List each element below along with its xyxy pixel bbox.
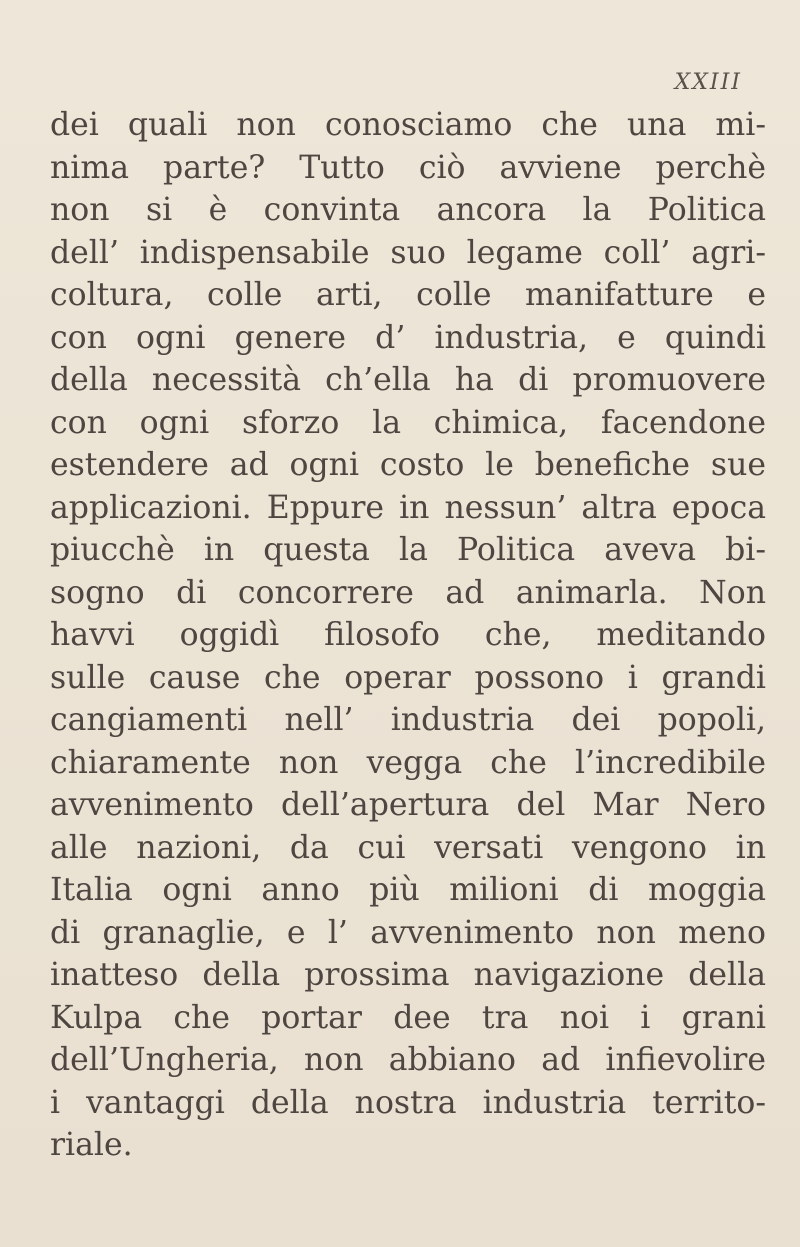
text-line: sulle cause che operar possono i grandi [50,659,766,696]
text-line: Italia ogni anno più milioni di moggia [50,872,766,908]
body-text [50,104,766,1167]
text-line: sogno di concorrere ad animarla. Non [50,574,766,611]
text-line: alle nazioni, da cui versati vengono in [50,829,766,866]
text-line: coltura, colle arti, colle manifatture e [50,277,766,313]
text-line: non si è convinta ancora la Politica [50,192,766,228]
text-line: piucchè in questa la Politica aveva bi- [50,532,766,568]
text-line: applicazioni. Eppure in nessun’ altra epoca [50,489,766,526]
text-line: con ogni genere d’ industria, e quindi [50,319,766,356]
text-line: della necessità ch’ella ha di promuovere [50,362,766,398]
text-line: i vantaggi della nostra industria territo- [50,1084,766,1121]
text-line: avvenimento dell’apertura del Mar Nero [50,787,766,823]
page-number: XXIII [674,70,742,95]
text-line: Kulpa che portar dee tra noi i grani [50,999,766,1036]
text-line: riale. [50,1127,133,1163]
text-line: cangiamenti nell’ industria dei popoli, [50,702,766,738]
text-line: dell’ indispensabile suo legame coll’ agri- [50,234,766,271]
text-line: inatteso della prossima navigazione della [50,957,766,993]
text-line: di granaglie, e l’ avvenimento non meno [50,914,766,951]
text-line: nima parte? Tutto ciò avviene perchè [50,149,766,186]
text-line: dell’Ungheria, non abbiano ad infievolire [50,1042,766,1078]
text-line: chiaramente non vegga che l’incredibile [50,744,766,781]
text-line: havvi oggidì filosofo che, meditando [50,617,766,653]
text-line: estendere ad ogni costo le benefiche sue [50,447,766,483]
text-line: dei quali non conosciamo che una mi- [50,107,766,143]
text-line: con ogni sforzo la chimica, facendone [50,404,766,441]
